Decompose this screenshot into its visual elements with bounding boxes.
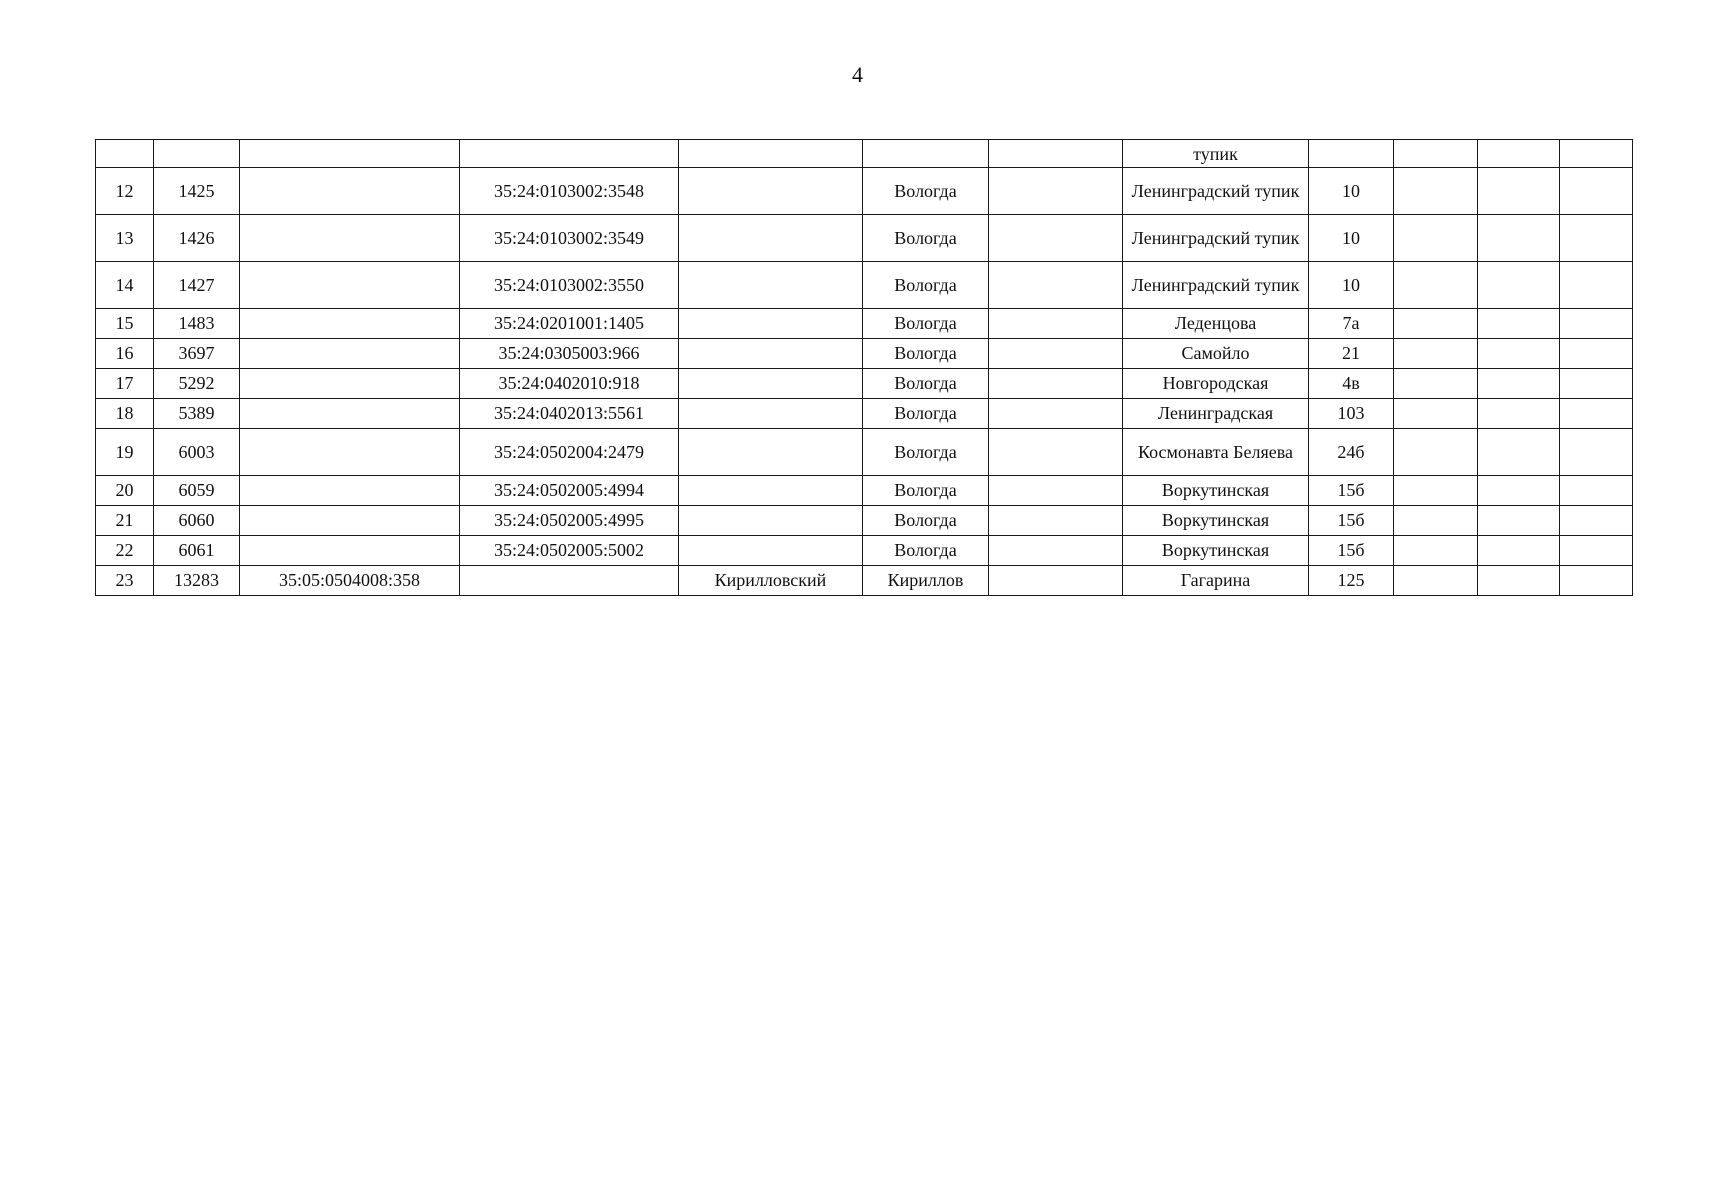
cell-id: 6059 (154, 476, 240, 506)
table-row (96, 339, 1633, 369)
cell-num: 21 (96, 506, 154, 536)
cell-cad-b (460, 566, 679, 596)
cell-cad-b: 35:24:0502005:4994 (460, 476, 679, 506)
cell-id: 5389 (154, 399, 240, 429)
cell-num: 14 (96, 262, 154, 309)
cell-cad-b: 35:24:0502005:5002 (460, 536, 679, 566)
cell-street: Космонавта Беляева (1123, 429, 1309, 476)
cell-num (96, 140, 154, 168)
cell-city: Кириллов (863, 566, 989, 596)
cell-cad-a (240, 506, 460, 536)
cell-street: Ленинградский тупик (1123, 168, 1309, 215)
table-row (96, 399, 1633, 429)
table-row (96, 262, 1633, 309)
cell-ext3 (1560, 168, 1633, 215)
cell-ext3 (1560, 262, 1633, 309)
table-row (96, 429, 1633, 476)
table-body (96, 140, 1633, 596)
cell-locality (989, 309, 1123, 339)
cell-ext1 (1394, 369, 1478, 399)
cell-ext3 (1560, 339, 1633, 369)
cell-street: Леденцова (1123, 309, 1309, 339)
cell-city: Вологда (863, 369, 989, 399)
cell-num: 22 (96, 536, 154, 566)
cell-ext1 (1394, 399, 1478, 429)
cell-street: Воркутинская (1123, 476, 1309, 506)
cell-district (679, 536, 863, 566)
cell-cad-a (240, 399, 460, 429)
cell-cad-b: 35:24:0201001:1405 (460, 309, 679, 339)
table-row (96, 476, 1633, 506)
cell-ext1 (1394, 476, 1478, 506)
cell-ext1 (1394, 566, 1478, 596)
cell-id: 13283 (154, 566, 240, 596)
cell-city: Вологда (863, 309, 989, 339)
cell-cad-a (240, 168, 460, 215)
cell-ext1 (1394, 262, 1478, 309)
cell-cad-a (240, 339, 460, 369)
cell-ext2 (1478, 399, 1560, 429)
cell-district (679, 215, 863, 262)
table-row (96, 536, 1633, 566)
cell-city: Вологда (863, 476, 989, 506)
cell-city: Вологда (863, 399, 989, 429)
cell-street: Ленинградский тупик (1123, 215, 1309, 262)
cell-ext2 (1478, 262, 1560, 309)
cell-cad-a (240, 215, 460, 262)
cell-cad-b: 35:24:0402010:918 (460, 369, 679, 399)
cell-id: 5292 (154, 369, 240, 399)
cell-ext2 (1478, 309, 1560, 339)
cell-cad-b (460, 140, 679, 168)
cell-house: 10 (1309, 168, 1394, 215)
cell-district (679, 506, 863, 536)
table-row (96, 506, 1633, 536)
registry-table (95, 139, 1633, 596)
cell-ext2 (1478, 566, 1560, 596)
cell-ext2 (1478, 506, 1560, 536)
cell-house: 15б (1309, 476, 1394, 506)
cell-locality (989, 399, 1123, 429)
cell-cad-b: 35:24:0402013:5561 (460, 399, 679, 429)
cell-id: 6061 (154, 536, 240, 566)
cell-num: 16 (96, 339, 154, 369)
cell-ext2 (1478, 369, 1560, 399)
cell-ext3 (1560, 215, 1633, 262)
cell-cad-b: 35:24:0103002:3548 (460, 168, 679, 215)
cell-district (679, 262, 863, 309)
cell-ext3 (1560, 140, 1633, 168)
table-row (96, 369, 1633, 399)
cell-ext3 (1560, 369, 1633, 399)
cell-cad-b: 35:24:0502004:2479 (460, 429, 679, 476)
cell-street: Гагарина (1123, 566, 1309, 596)
cell-ext2 (1478, 140, 1560, 168)
cell-street: Воркутинская (1123, 536, 1309, 566)
cell-cad-b: 35:24:0305003:966 (460, 339, 679, 369)
cell-num: 18 (96, 399, 154, 429)
cell-cad-a (240, 536, 460, 566)
cell-cad-a (240, 140, 460, 168)
cell-house: 103 (1309, 399, 1394, 429)
cell-cad-b: 35:24:0502005:4995 (460, 506, 679, 536)
cell-street: тупик (1123, 140, 1309, 168)
cell-cad-b: 35:24:0103002:3550 (460, 262, 679, 309)
cell-street: Ленинградская (1123, 399, 1309, 429)
cell-locality (989, 369, 1123, 399)
cell-id: 6003 (154, 429, 240, 476)
cell-ext2 (1478, 476, 1560, 506)
cell-ext1 (1394, 309, 1478, 339)
table-row-continuation (96, 140, 1633, 168)
cell-ext2 (1478, 339, 1560, 369)
cell-district (679, 140, 863, 168)
cell-ext3 (1560, 399, 1633, 429)
cell-num: 17 (96, 369, 154, 399)
cell-house: 15б (1309, 536, 1394, 566)
cell-house: 10 (1309, 215, 1394, 262)
cell-locality (989, 566, 1123, 596)
cell-ext1 (1394, 168, 1478, 215)
cell-cad-a (240, 476, 460, 506)
cell-num: 19 (96, 429, 154, 476)
cell-street: Воркутинская (1123, 506, 1309, 536)
cell-cad-a: 35:05:0504008:358 (240, 566, 460, 596)
cell-locality (989, 339, 1123, 369)
cell-ext1 (1394, 140, 1478, 168)
cell-id: 6060 (154, 506, 240, 536)
cell-locality (989, 140, 1123, 168)
cell-house: 24б (1309, 429, 1394, 476)
cell-id: 1426 (154, 215, 240, 262)
cell-street: Новгородская (1123, 369, 1309, 399)
cell-ext2 (1478, 168, 1560, 215)
cell-id (154, 140, 240, 168)
cell-house: 10 (1309, 262, 1394, 309)
cell-city (863, 140, 989, 168)
cell-num: 23 (96, 566, 154, 596)
cell-ext3 (1560, 506, 1633, 536)
cell-city: Вологда (863, 168, 989, 215)
table-row (96, 309, 1633, 339)
cell-city: Вологда (863, 262, 989, 309)
cell-house: 15б (1309, 506, 1394, 536)
cell-city: Вологда (863, 339, 989, 369)
cell-cad-a (240, 262, 460, 309)
cell-locality (989, 262, 1123, 309)
cell-street: Самойло (1123, 339, 1309, 369)
cell-locality (989, 476, 1123, 506)
cell-ext1 (1394, 339, 1478, 369)
cell-house: 7а (1309, 309, 1394, 339)
cell-ext2 (1478, 215, 1560, 262)
cell-district (679, 339, 863, 369)
cell-ext3 (1560, 429, 1633, 476)
cell-num: 15 (96, 309, 154, 339)
cell-locality (989, 215, 1123, 262)
cell-ext1 (1394, 536, 1478, 566)
cell-house (1309, 140, 1394, 168)
cell-city: Вологда (863, 506, 989, 536)
cell-num: 20 (96, 476, 154, 506)
cell-city: Вологда (863, 536, 989, 566)
table-row (96, 566, 1633, 596)
cell-ext3 (1560, 566, 1633, 596)
cell-district (679, 309, 863, 339)
cell-house: 125 (1309, 566, 1394, 596)
cell-city: Вологда (863, 429, 989, 476)
cell-locality (989, 506, 1123, 536)
cell-house: 4в (1309, 369, 1394, 399)
cell-ext3 (1560, 536, 1633, 566)
cell-locality (989, 168, 1123, 215)
cell-district (679, 369, 863, 399)
cell-district (679, 399, 863, 429)
cell-id: 1425 (154, 168, 240, 215)
cell-district (679, 476, 863, 506)
page-number: 4 (852, 62, 863, 87)
cell-id: 3697 (154, 339, 240, 369)
cell-district (679, 429, 863, 476)
cell-cad-a (240, 429, 460, 476)
cell-ext3 (1560, 309, 1633, 339)
cell-locality (989, 536, 1123, 566)
cell-district (679, 168, 863, 215)
cell-district: Кирилловский (679, 566, 863, 596)
cell-ext1 (1394, 215, 1478, 262)
table-row (96, 215, 1633, 262)
cell-ext1 (1394, 429, 1478, 476)
cell-id: 1427 (154, 262, 240, 309)
cell-locality (989, 429, 1123, 476)
table-row (96, 168, 1633, 215)
cell-ext2 (1478, 536, 1560, 566)
cell-house: 21 (1309, 339, 1394, 369)
cell-ext3 (1560, 476, 1633, 506)
cell-ext1 (1394, 506, 1478, 536)
cell-cad-a (240, 369, 460, 399)
cell-ext2 (1478, 429, 1560, 476)
cell-street: Ленинградский тупик (1123, 262, 1309, 309)
cell-id: 1483 (154, 309, 240, 339)
cell-cad-b: 35:24:0103002:3549 (460, 215, 679, 262)
cell-num: 12 (96, 168, 154, 215)
cell-cad-a (240, 309, 460, 339)
cell-city: Вологда (863, 215, 989, 262)
cell-num: 13 (96, 215, 154, 262)
